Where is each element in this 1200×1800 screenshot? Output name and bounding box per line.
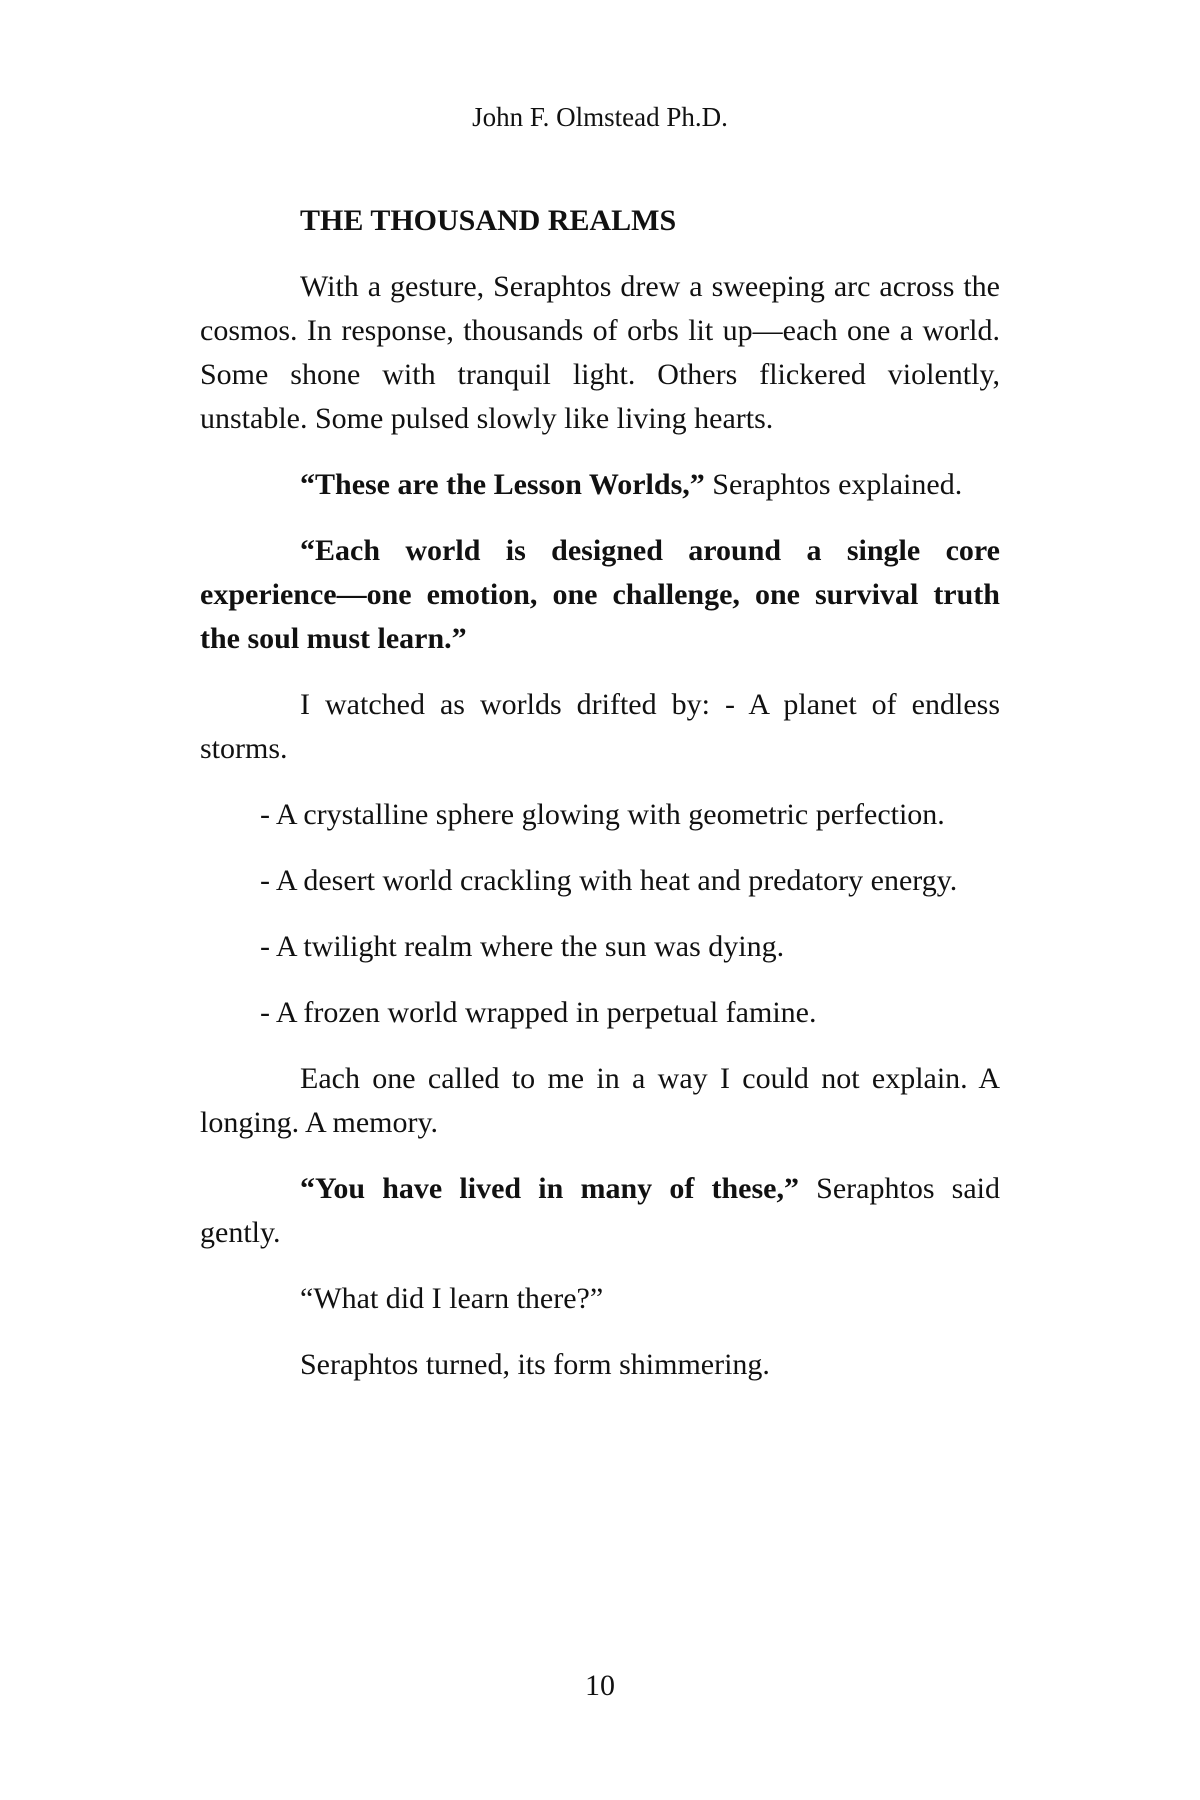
dialogue-core-experience: “Each world is designed around a single core experience—one emotion, one challenge, one survival truth the soul must learn.” xyxy=(200,534,1000,655)
paragraph-shimmering: Seraphtos turned, its form shimmering. xyxy=(300,1348,770,1381)
list-item-crystalline: - A crystalline sphere glowing with geometric perfection. xyxy=(260,798,945,831)
dialogue-attribution: Seraphtos explained. xyxy=(704,468,963,501)
paragraph-core-experience xyxy=(200,529,1000,661)
dialogue-attribution: Seraphtos said gently. xyxy=(200,1172,1000,1249)
list-item-twilight: - A twilight realm where the sun was dying. xyxy=(260,930,785,963)
paragraph-lesson-worlds xyxy=(200,463,1000,507)
paragraph-longing: Each one called to me in a way I could not explain. A longing. A memory. xyxy=(200,1062,1000,1139)
list-item-frozen: - A frozen world wrapped in perpetual famine. xyxy=(260,996,817,1029)
paragraph-worlds-drifted: I watched as worlds drifted by: - A planet of endless storms. xyxy=(200,688,1000,765)
page-number: 10 xyxy=(585,1669,615,1702)
dialogue-lived-many: “You have lived in many of these,” xyxy=(300,1172,799,1205)
paragraph-lived-many xyxy=(200,1167,1000,1255)
chapter-title: THE THOUSAND REALMS xyxy=(300,204,677,237)
dialogue-lesson-worlds: “These are the Lesson Worlds,” xyxy=(300,468,705,501)
list-item-desert: - A desert world crackling with heat and predatory energy. xyxy=(260,864,958,897)
paragraph-question: “What did I learn there?” xyxy=(300,1282,604,1315)
paragraph-gesture: With a gesture, Seraphtos drew a sweeping arc across the cosmos. In response, thousands of orbs lit up—each one a world. Some shone with tranquil light. Others flickered violently, unstable. Some pulsed slowly like living hearts. xyxy=(200,270,1000,435)
running-head-author: John F. Olmstead Ph.D. xyxy=(472,102,728,132)
text-block xyxy=(200,199,1000,1409)
